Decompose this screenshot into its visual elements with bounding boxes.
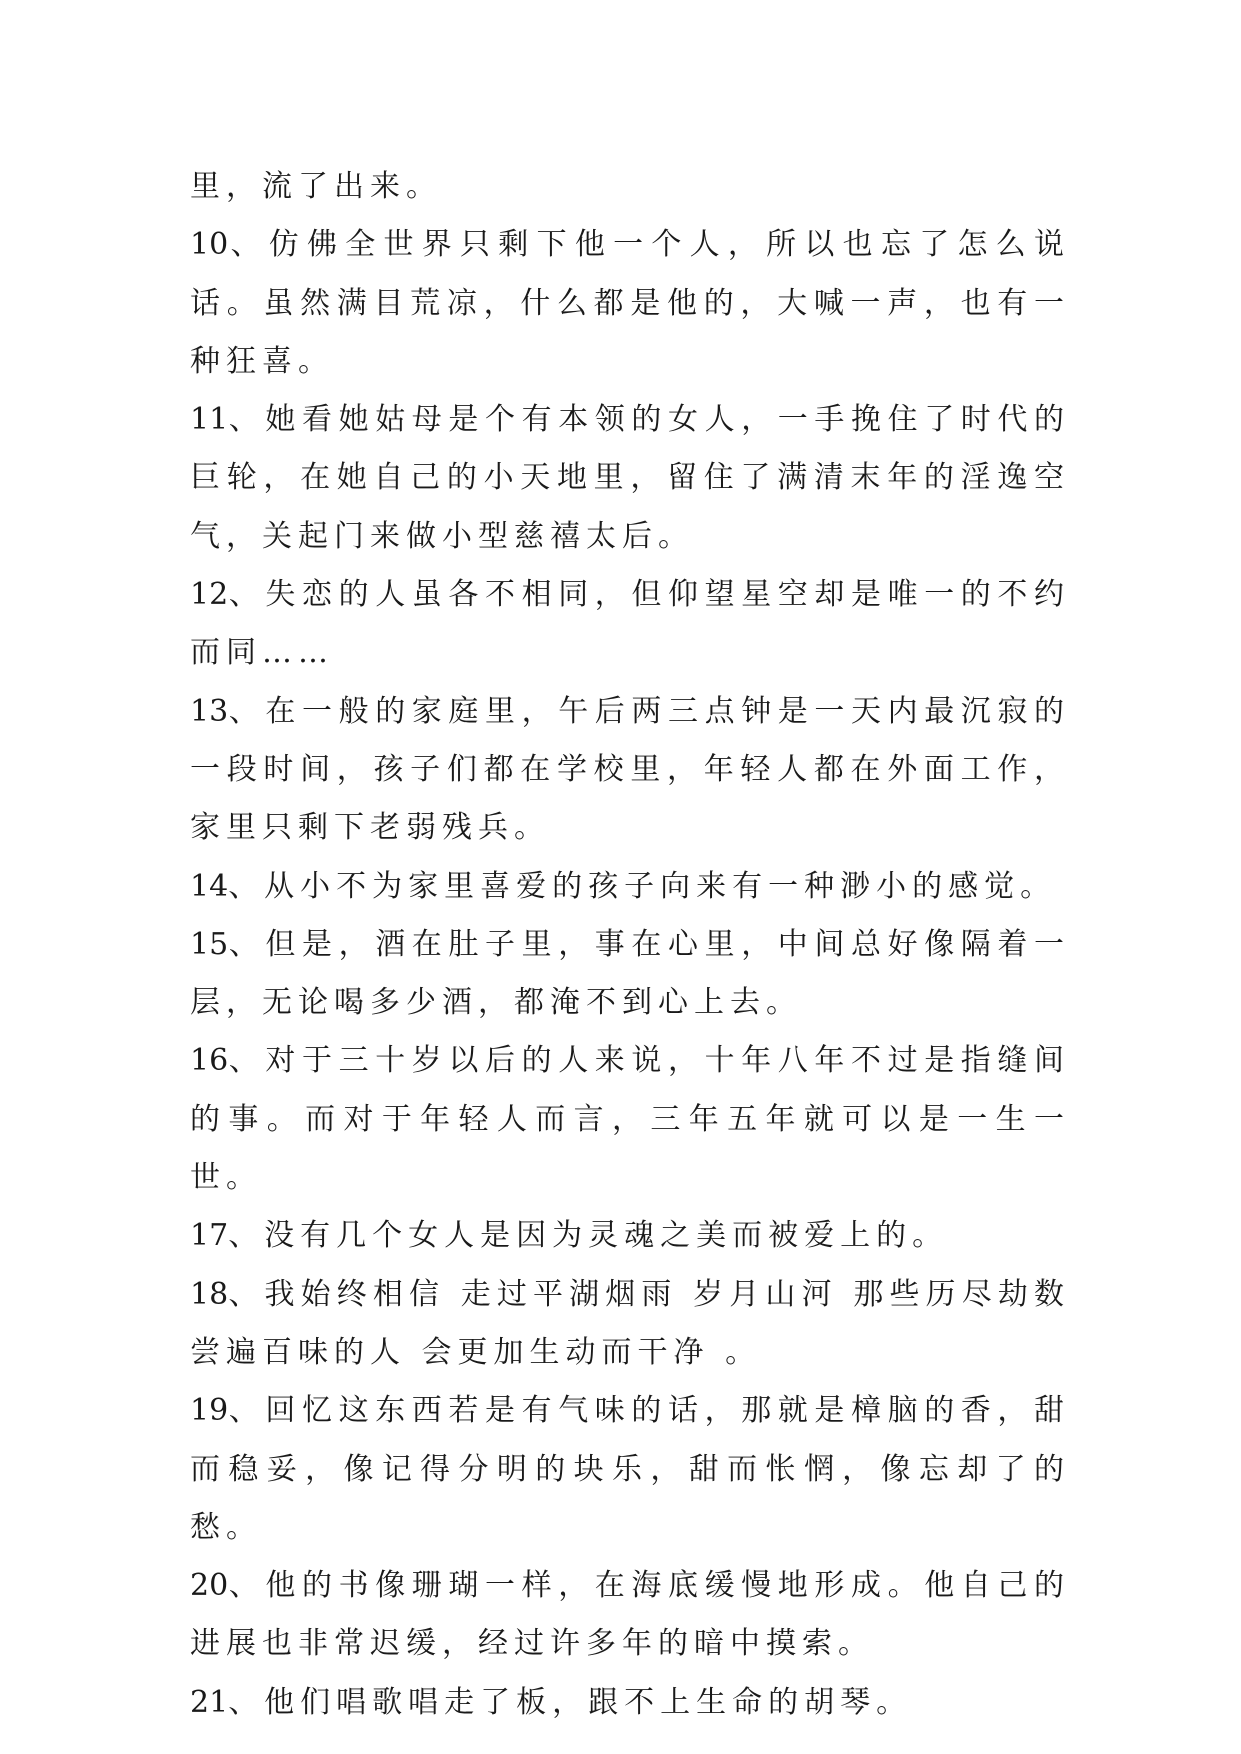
paragraph-text: 里，流了出来。: [190, 169, 442, 204]
paragraph-text: 、从小不为家里喜爱的孩子向来有一种渺小的感觉。: [228, 868, 1057, 904]
paragraph-text: 、没有几个女人是因为灵魂之美而被爱上的。: [228, 1218, 949, 1254]
paragraph: [190, 1382, 1070, 1557]
paragraph-text: 、她看她姑母是个有本领的女人，一手挽住了时代的巨轮，在她自己的小天地里，留住了满清末年的淫逸空气，关起门来做小型慈禧太后。: [190, 402, 1070, 554]
paragraph-number: 13: [190, 693, 229, 729]
paragraph-number: 19: [190, 1393, 229, 1429]
paragraph: [190, 916, 1070, 1033]
paragraph: [190, 216, 1070, 391]
paragraph-text: 、他的书像珊瑚一样，在海底缓慢地形成。他自己的进展也非常迟缓，经过许多年的暗中摸索。: [190, 1568, 1070, 1662]
paragraph: [190, 1207, 1070, 1265]
paragraph-number: 11: [190, 402, 229, 438]
paragraph-text: 、他们唱歌唱走了板，跟不上生命的胡琴。: [228, 1684, 913, 1720]
paragraph-text: 、我始终相信 走过平湖烟雨 岁月山河 那些历尽劫数 尝遍百味的人 会更加生动而干净 。: [190, 1276, 1086, 1370]
paragraph-number: 17: [190, 1218, 229, 1254]
document-body: [190, 158, 1086, 1732]
paragraph: [190, 391, 1070, 566]
paragraph-text: 、仿佛全世界只剩下他一个人，所以也忘了怎么说话。虽然满目荒凉，什么都是他的，大喊一声，也有一种狂喜。: [190, 227, 1070, 379]
paragraph: [190, 683, 1070, 858]
paragraph-number: 21: [190, 1684, 229, 1720]
paragraph: [190, 1032, 1070, 1207]
paragraph-text: 、但是，酒在肚子里，事在心里，中间总好像隔着一层，无论喝多少酒，都淹不到心上去。: [190, 926, 1070, 1021]
paragraph: [190, 158, 1070, 216]
paragraph-number: 18: [190, 1276, 229, 1312]
paragraph-text: 、失恋的人虽各不相同，但仰望星空却是唯一的不约而同……: [190, 577, 1070, 671]
paragraph-text: 、在一般的家庭里，午后两三点钟是一天内最沉寂的一段时间，孩子们都在学校里，年轻人都在外面工作，家里只剩下老弱残兵。: [190, 693, 1070, 846]
paragraph: [190, 566, 1070, 683]
paragraph-number: 16: [190, 1043, 229, 1079]
paragraph-number: 20: [190, 1568, 229, 1604]
paragraph: [190, 1266, 1086, 1383]
paragraph: [190, 1674, 1070, 1732]
paragraph-number: 12: [190, 577, 229, 613]
paragraph: [190, 858, 1070, 916]
paragraph-text: 、回忆这东西若是有气味的话，那就是樟脑的香，甜而稳妥，像记得分明的块乐，甜而怅惘，像忘却了的愁。: [190, 1393, 1070, 1545]
paragraph-text: 、对于三十岁以后的人来说，十年八年不过是指缝间的事。而对于年轻人而言，三年五年就可以是一生一世。: [190, 1043, 1070, 1196]
paragraph-number: 15: [190, 926, 229, 962]
paragraph: [190, 1557, 1070, 1674]
paragraph-number: 10: [190, 227, 229, 263]
paragraph-number: 14: [190, 868, 229, 904]
